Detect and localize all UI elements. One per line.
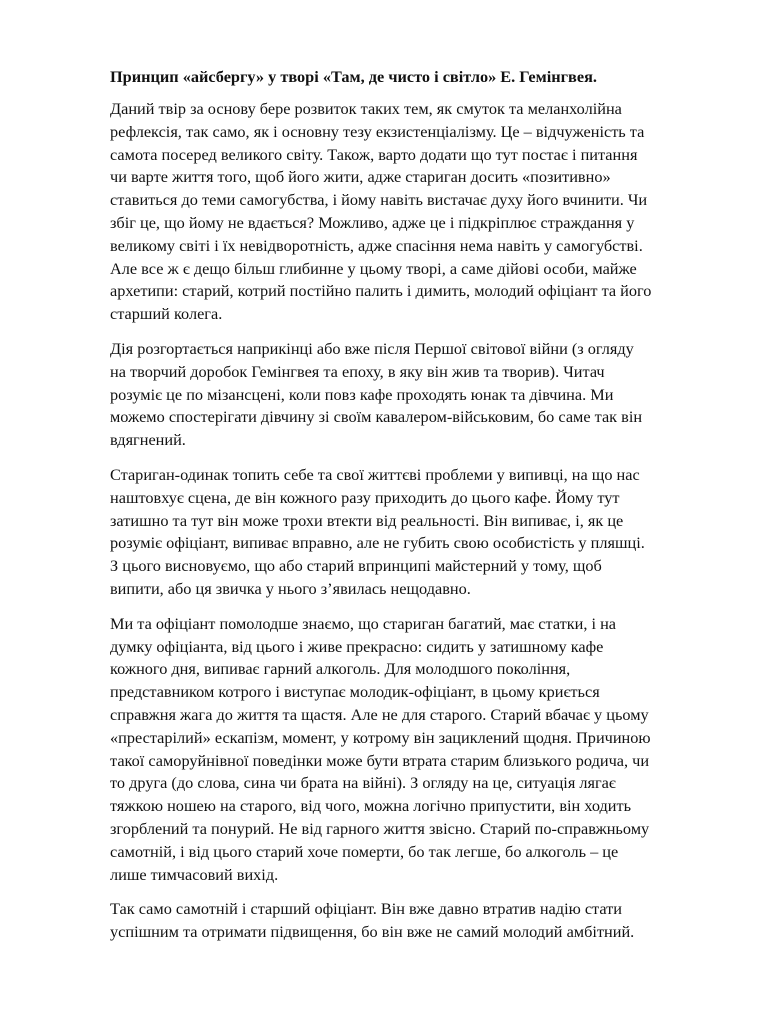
text-line: З цього висновуємо, що або старий впринципі майстерний у тому, щоб: [110, 556, 602, 576]
paragraph: [110, 464, 710, 601]
text-line: тяжкою ношею на старого, від чого, можна логічно припустити, він ходить: [110, 796, 632, 816]
text-line: великому світі і їх невідворотність, адже спасіння нема навіть у самогубстві.: [110, 235, 643, 255]
text-line: лише тимчасовий вихід.: [110, 864, 279, 884]
text-line: чи варте життя того, щоб його жити, адже стариган досить «позитивно»: [110, 167, 611, 187]
text-line: розуміє офіціант, випиває вправно, але не губить свою особистість у пляшці.: [110, 533, 645, 553]
text-line: Даний твір за основу бере розвиток таких тем, як смуток та меланхолійна: [110, 99, 622, 118]
text-line: такої саморуйнівної поведінки може бути втрата старим близького родича, чи: [110, 750, 650, 770]
text-line: Так само самотній і старший офіціант. Він вже давно втратив надію стати: [110, 899, 622, 919]
text-line: «престарілий» ескапізм, момент, у котрому він зациклений щодня. Причиною: [110, 727, 651, 747]
text-line: Ми та офіціант помолодше знаємо, що стариган багатий, має статки, і на: [110, 613, 617, 633]
text-line: самота посеред великого світу. Також, варто додати що тут постає і питання: [110, 144, 638, 164]
text-line: розуміє це по мізансцені, коли повз кафе проходять юнак та дівчина. Ми: [110, 384, 614, 404]
paragraph: [110, 98, 710, 326]
document-body: [110, 98, 710, 944]
text-line: збіг це, що йому не вдається? Можливо, адже це і підкріплює страждання у: [110, 212, 635, 232]
text-line: старший колега.: [110, 304, 223, 324]
text-line: представником котрого і виступає молодик-офіціант, в цьому криється: [110, 682, 600, 702]
text-line: можемо спостерігати дівчину зі своїм кавалером-військовим, бо саме так він: [110, 407, 643, 427]
text-line: справжня жага до життя та щастя. Але не для старого. Старий вбачає у цьому: [110, 704, 649, 724]
text-line: на творчий доробок Гемінгвея та епоху, в яку він жив та творив). Читач: [110, 361, 605, 381]
text-line: Дія розгортається наприкінці або вже після Першої світової війни (з огляду: [110, 338, 634, 358]
text-line: рефлексія, так само, як і основну тезу екзистенціалізму. Це – відчуженість та: [110, 121, 645, 141]
text-line: Стариган-одинак топить себе та свої життєві проблеми у випивці, на що нас: [110, 464, 640, 484]
text-line: затишно та тут він може трохи втекти від реальності. Він випиває, і, як це: [110, 510, 624, 530]
text-line: вдягнений.: [110, 430, 186, 450]
text-line: випити, або ця звичка у нього з’явилась нещодавно.: [110, 578, 471, 598]
document-title: Принцип «айсбергу» у творі «Там, де чисто і світло» Е. Гемінгвея.: [110, 67, 597, 86]
text-line: архетипи: старий, котрий постійно палить і димить, молодий офіціант та його: [110, 281, 652, 301]
text-line: успішним та отримати підвищення, бо він вже не самий молодий амбітний.: [110, 922, 635, 942]
paragraph: [110, 338, 710, 452]
text-line: кожного дня, випиває гарний алкоголь. Для молодшого покоління,: [110, 659, 571, 679]
text-line: наштовхує сцена, де він кожного разу приходить до цього кафе. Йому тут: [110, 487, 620, 507]
paragraph: [110, 613, 710, 887]
text-line: самотній, і від цього старий хоче померти, бо так легше, бо алкоголь – це: [110, 841, 619, 861]
text-line: думку офіціанта, від цього і живе прекрасно: сидить у затишному кафе: [110, 636, 604, 656]
paragraph: [110, 898, 710, 944]
text-line: ставиться до теми самогубства, і йому навіть вистачає духу його вчинити. Чи: [110, 190, 648, 210]
document-page: [110, 66, 710, 956]
text-line: то друга (до слова, сина чи брата на війні). З огляду на це, ситуація лягає: [110, 773, 616, 793]
text-line: згорблений та понурий. Не від гарного життя звісно. Старий по-справжньому: [110, 818, 650, 838]
text-line: Але все ж є дещо більш глибинне у цьому творі, а саме дійові особи, майже: [110, 258, 637, 278]
